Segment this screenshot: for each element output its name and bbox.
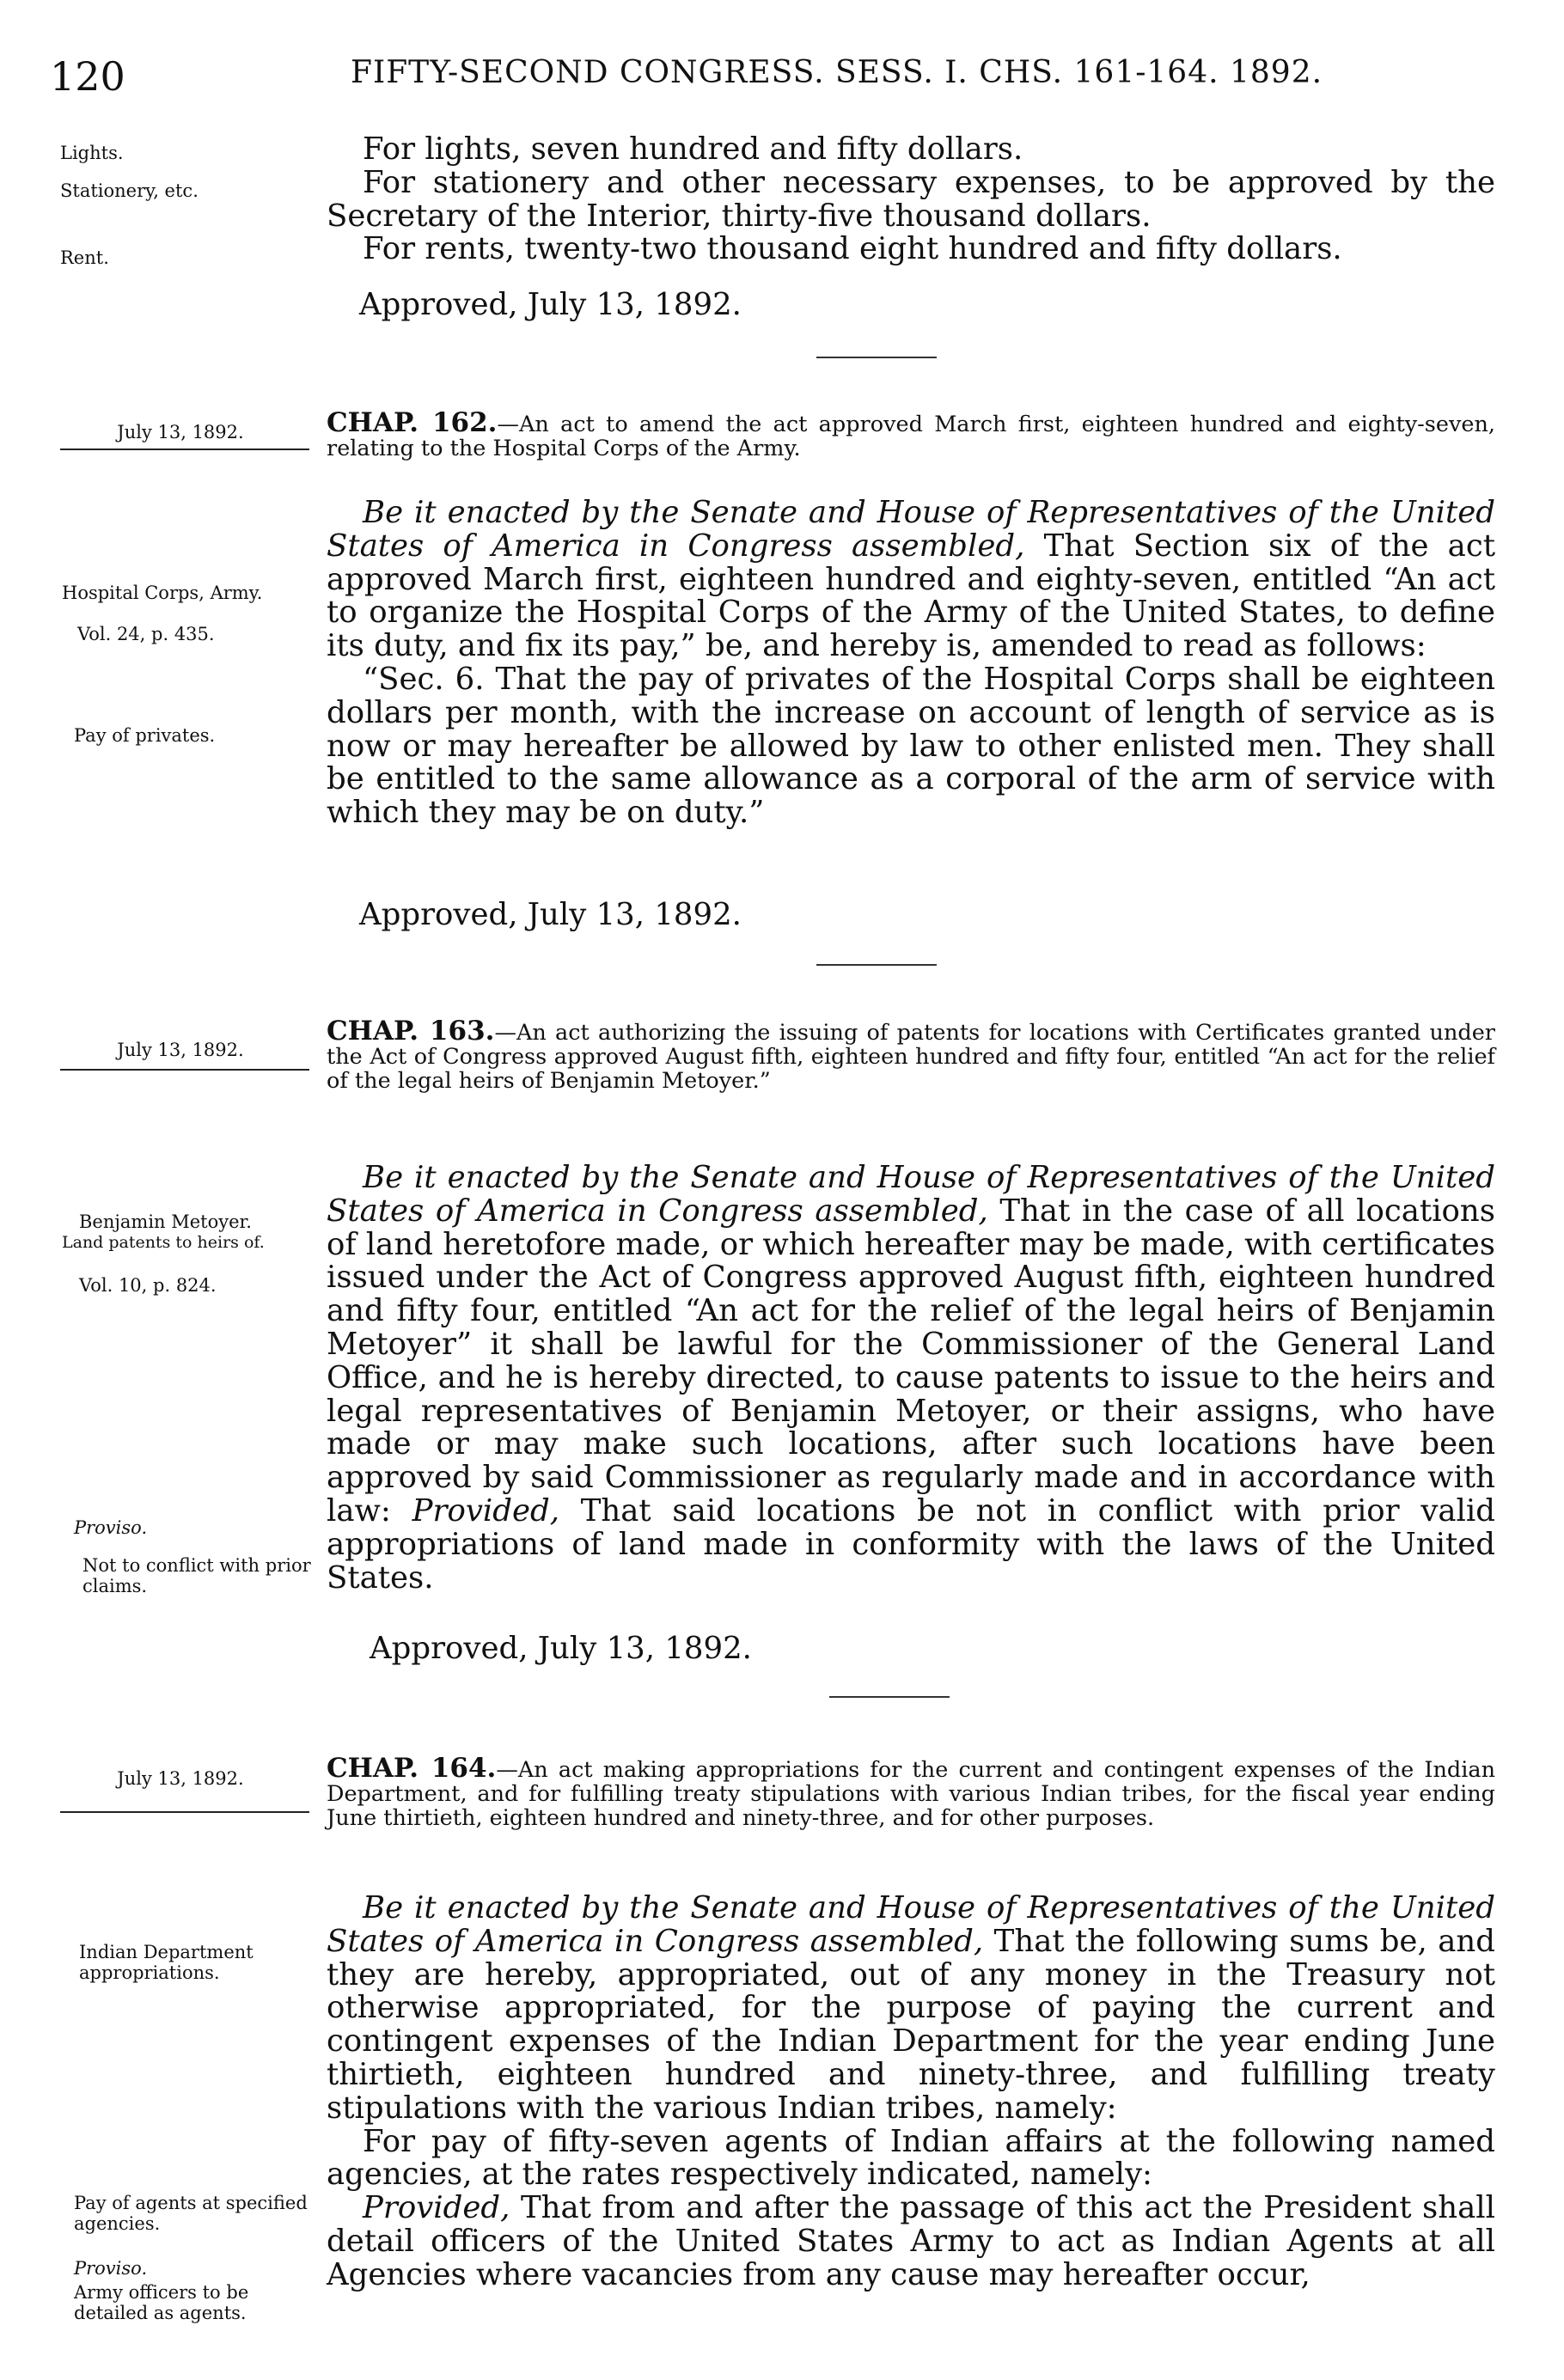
separator-rule <box>829 1696 950 1698</box>
ch161-approved: Approved, July 13, 1892. <box>359 287 742 322</box>
separator-rule <box>816 357 937 358</box>
ch162-enacting-italic: Be it enacted by the Senate and House of Representatives of the United States of America in Congress assembled, <box>327 495 1495 564</box>
ch163-chap-label: CHAP. 163. <box>327 1016 495 1047</box>
date-rule <box>60 449 309 450</box>
ch164-heading <box>327 1753 1495 1831</box>
ch164-body <box>327 1892 1495 2292</box>
ch163-body <box>327 1162 1495 1595</box>
ch162-approved: Approved, July 13, 1892. <box>359 897 742 932</box>
ch161-stationery: For stationery and other necessary expenses, to be approved by the Secretary of the Interior, thirty-five thousand dollars. <box>327 164 1495 234</box>
margin-note-hospital-corps: Hospital Corps, Army. <box>62 583 263 603</box>
margin-note-vol-24: Vol. 24, p. 435. <box>77 624 215 644</box>
ch163-enacting-italic: Be it enacted by the Senate and House of Representatives of the United States of America in Congress assembled, <box>327 1160 1495 1229</box>
ch164-title: —An act making appropriations for the current and contingent expenses of the Indian Department, and for fulfilling treaty stipulations with various Indian tribes, for the fiscal year ending June thirtieth, eighteen hundred and ninety-three, and for other purposes. <box>327 1757 1495 1831</box>
margin-note-pay-privates: Pay of privates. <box>74 725 216 746</box>
ch163-heading <box>327 1016 1496 1094</box>
ch162-section-6 <box>327 663 1495 830</box>
page-number: 120 <box>50 53 125 100</box>
ch164-proviso-text: That from and after the passage of this act the President shall detail officers of the United States Army to act as Indian Agents at all Agencies where vacancies from any cause may hereafter occur, <box>327 2190 1495 2292</box>
ch164-provided: Provided, <box>363 2190 510 2226</box>
ch164-agents-pay: For pay of fifty-seven agents of Indian affairs at the following named agencies, at the rates respectively indicated, namely: <box>327 2123 1495 2193</box>
ch163-enacting-clause <box>327 1162 1495 1595</box>
margin-note-lights: Lights. <box>60 143 124 163</box>
ch162-date: July 13, 1892. <box>117 422 244 442</box>
ch163-approved: Approved, July 13, 1892. <box>370 1631 752 1666</box>
ch164-date: July 13, 1892. <box>117 1768 244 1789</box>
ch162-chap-label: CHAP. 162. <box>327 407 498 438</box>
ch161-body <box>327 133 1495 266</box>
margin-note-pay-agents: Pay of agents at specified agencies. <box>74 2193 308 2234</box>
running-header: FIFTY-SECOND CONGRESS. SESS. I. CHS. 161-164. 1892. <box>351 55 1323 90</box>
ch162-enacting-clause <box>327 497 1495 663</box>
ch162-title: —An act to amend the act approved March first, eighteen hundred and eighty-seven, relating to the Hospital Corps of the Army. <box>327 412 1495 461</box>
margin-note-stationery: Stationery, etc. <box>60 180 199 201</box>
ch161-rents: For rents, twenty-two thousand eight hundred and fifty dollars. <box>363 231 1342 267</box>
ch163-enacting-text: That in the case of all locations of land heretofore made, or which hereafter may be made, with certificates issued under the Act of Congress approved August fifth, eighteen hundred and fifty four, entitled “An act for the relief of the legal heirs of Benjamin Metoyer” it shall be lawful for the Commissioner of the General Land Office, and he is hereby directed, to cause patents to issue to the heirs and legal representatives of Benjamin Metoyer, or their assigns, who have made or may make such locations, after such locations have been approved by said Commissioner as regularly made and in accordance with law: <box>327 1193 1496 1529</box>
margin-note-army-officers: Army officers to be detailed as agents. <box>74 2282 249 2323</box>
ch164-proviso <box>327 2192 1495 2292</box>
margin-note-vol-10: Vol. 10, p. 824. <box>79 1275 217 1296</box>
margin-note-indian-dept: Indian Department appropriations. <box>79 1942 254 1983</box>
ch162-body <box>327 497 1495 830</box>
margin-note-metoyer: Benjamin Metoyer. <box>79 1211 252 1232</box>
ch163-provided: Provided, <box>412 1492 559 1529</box>
ch164-chap-label: CHAP. 164. <box>327 1753 497 1784</box>
ch162-sec-label: “Sec. 6. <box>363 661 485 697</box>
margin-note-proviso: Proviso. <box>74 1517 148 1538</box>
margin-note-land-patents: Land patents to heirs of. <box>62 1233 265 1252</box>
ch164-enacting-clause <box>327 1892 1495 2126</box>
ch163-proviso-text: That said locations be not in conflict with prior valid appropriations of land made in conformity with the laws of the United States. <box>327 1492 1495 1596</box>
ch162-enacting-text: That Section six of the act approved March first, eighteen hundred and eighty-seven, entitled “An act to organize the Hospital Corps of the Army of the United States, to define its duty, and fix its pay,” be, and hereby is, amended to read as follows: <box>327 528 1495 664</box>
date-rule <box>60 1069 309 1071</box>
ch162-sec-text: That the pay of privates of the Hospital Corps shall be eighteen dollars per month, with the increase on account of length of service as is now or may hereafter be allowed by law to other enlisted men. They shall be entitled to the same allowance as a corporal of the arm of service with which they may be on duty.” <box>327 661 1495 831</box>
margin-note-rent: Rent. <box>60 247 109 268</box>
ch162-heading <box>327 407 1495 461</box>
ch163-date: July 13, 1892. <box>117 1040 244 1060</box>
ch161-lights: For lights, seven hundred and fifty dollars. <box>363 131 1023 167</box>
ch164-enacting-italic: Be it enacted by the Senate and House of Representatives of the United States of America in Congress assembled, <box>327 1890 1495 1959</box>
separator-rule <box>816 964 937 966</box>
ch164-enacting-text: That the following sums be, and they are hereby, appropriated, out of any money in the Treasury not otherwise appropriated, for the purpose of paying the current and contingent expenses of the Indian Department for the year ending June thirtieth, eighteen hundred and ninety-three, and fulfilling treaty stipulations with the various Indian tribes, namely: <box>327 1923 1495 2126</box>
margin-note-no-conflict: Not to conflict with prior claims. <box>82 1555 311 1596</box>
ch163-title: —An act authorizing the issuing of patents for locations with Certificates granted under the Act of Congress approved August fifth, eighteen hundred and fifty four, entitled “An act for the relief of the legal heirs of Benjamin Metoyer.” <box>327 1020 1496 1094</box>
date-rule <box>60 1811 309 1813</box>
margin-note-proviso-164: Proviso. <box>74 2258 148 2279</box>
